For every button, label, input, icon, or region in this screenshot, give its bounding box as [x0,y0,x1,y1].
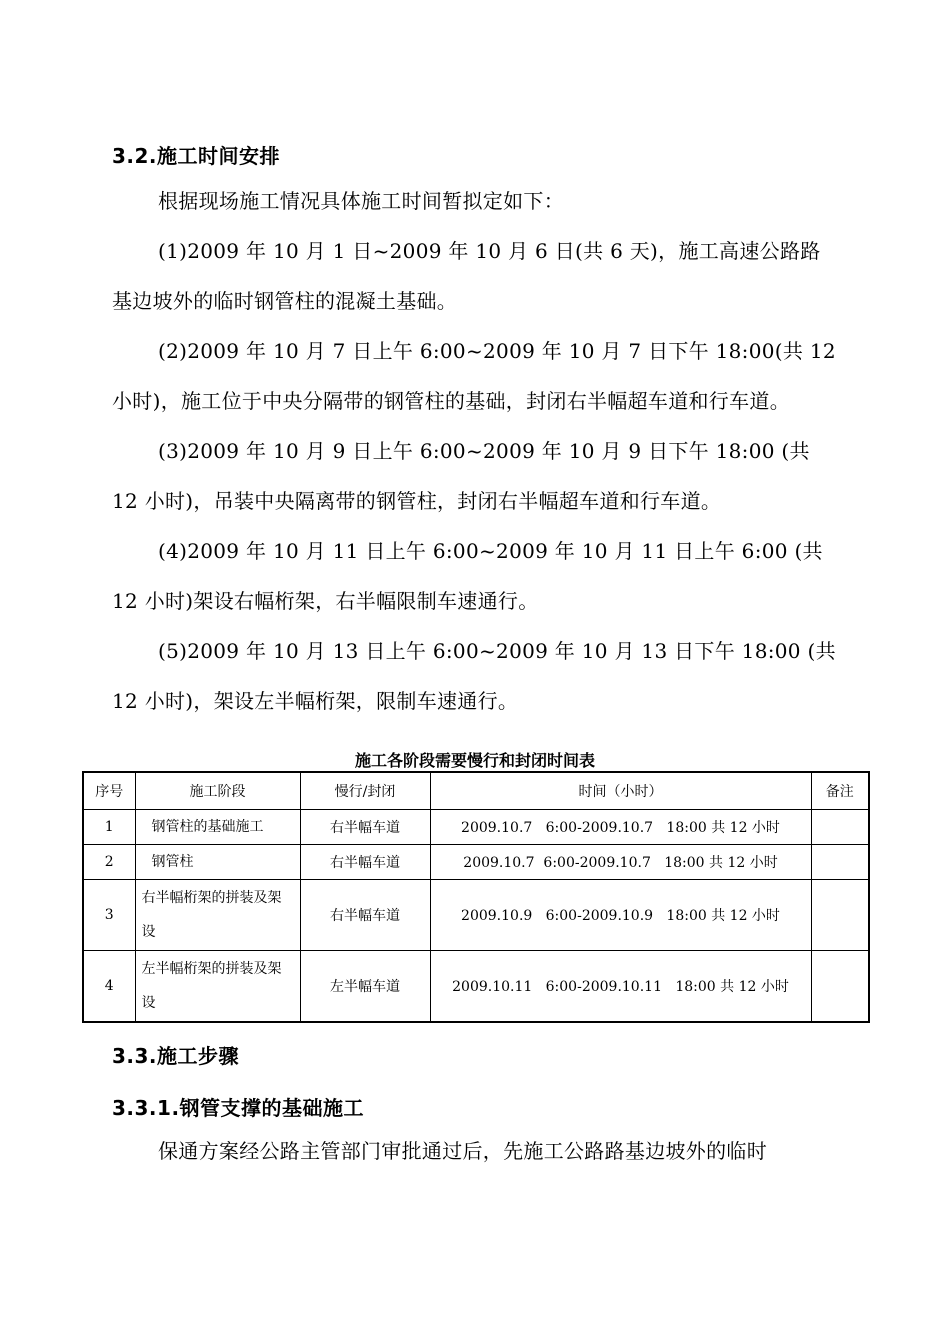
cell-lane: 左半幅车道 [300,951,430,1023]
table-caption: 施工各阶段需要慢行和封闭时间表 [354,751,595,770]
schedule-item-5: (5)2009 年 10 月 13 日上午 6:00~2009 年 10 月 13 日下午 18:00 (共 12 小时)，架设左半幅桁架，限制车速通行。 [112,639,836,713]
section-heading-3-3: 3.3.施工步骤 [112,1044,240,1068]
cell-stage: 左半幅桁架的拼装及架设 [135,951,300,1023]
cell-no: 2 [83,845,135,880]
intro-paragraph: 根据现场施工情况具体施工时间暂拟定如下： [158,189,564,213]
cell-no: 4 [83,951,135,1023]
schedule-item-1: (1)2009 年 10 月 1 日~2009 年 10 月 6 日(共 6 天)，施工高速公路路基边坡外的临时钢管柱的混凝土基础。 [112,239,821,313]
table-row [83,810,869,845]
schedule-item-2: (2)2009 年 10 月 7 日上午 6:00~2009 年 10 月 7 日下午 18:00(共 12 小时)，施工位于中央分隔带的钢管柱的基础，封闭右半幅超车道和行车道。 [112,339,836,413]
cell-lane: 右半幅车道 [300,810,430,845]
cell-time: 2009.10.11 6:00-2009.10.11 18:00 共 12 小时 [430,951,811,1023]
header-time: 时间（小时） [430,772,811,810]
table-header-row [83,772,869,810]
cell-no: 1 [83,810,135,845]
header-lane: 慢行/封闭 [300,772,430,810]
cell-note [811,951,869,1023]
table-row [83,845,869,880]
cell-stage: 右半幅桁架的拼装及架设 [135,880,300,951]
table-row [83,880,869,951]
section-heading-3-3-1: 3.3.1.钢管支撑的基础施工 [112,1096,365,1120]
header-stage: 施工阶段 [135,772,300,810]
header-no: 序号 [83,772,135,810]
schedule-item-3: (3)2009 年 10 月 9 日上午 6:00~2009 年 10 月 9 日下午 18:00 (共 12 小时)，吊装中央隔离带的钢管柱，封闭右半幅超车道和行车道。 [112,439,810,513]
cell-time: 2009.10.9 6:00-2009.10.9 18:00 共 12 小时 [430,880,811,951]
cell-no: 3 [83,880,135,951]
section-heading-3-2: 3.2.施工时间安排 [112,144,281,168]
cell-lane: 右半幅车道 [300,880,430,951]
cell-stage: 钢管柱 [135,845,300,880]
body-paragraph: 保通方案经公路主管部门审批通过后，先施工公路路基边坡外的临时 [158,1139,767,1163]
cell-stage: 钢管柱的基础施工 [135,810,300,845]
cell-time: 2009.10.7 6:00-2009.10.7 18:00 共 12 小时 [430,845,811,880]
schedule-item-4: (4)2009 年 10 月 11 日上午 6:00~2009 年 10 月 11 日上午 6:00 (共 12 小时)架设右幅桁架，右半幅限制车速通行。 [112,539,823,613]
cell-note [811,880,869,951]
cell-note [811,810,869,845]
cell-note [811,845,869,880]
cell-time: 2009.10.7 6:00-2009.10.7 18:00 共 12 小时 [430,810,811,845]
table-row [83,951,869,1023]
cell-lane: 右半幅车道 [300,845,430,880]
schedule-table [82,771,870,1023]
header-note: 备注 [811,772,869,810]
